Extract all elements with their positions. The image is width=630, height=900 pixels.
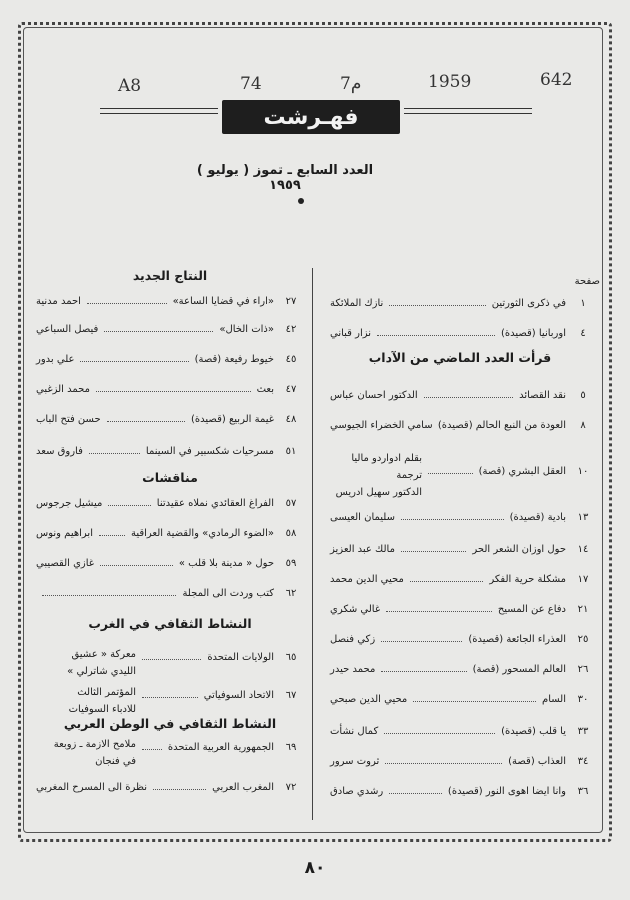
toc-entry — [36, 687, 300, 715]
entry-page: ٨ — [580, 420, 586, 431]
toc-entry — [36, 498, 300, 518]
entry-page: ٢١ — [577, 604, 589, 615]
entry-author: علي بدور — [36, 354, 75, 365]
entry-note-line: ترجمة — [396, 470, 422, 481]
entry-title: الفراغ العقائدي نملاه عقيدتنا — [156, 498, 274, 509]
toc-entry — [36, 588, 300, 608]
entry-title: العذراء الجائعة (قصيدة) — [468, 634, 566, 645]
entry-title: نقد القصائد — [519, 390, 566, 401]
toc-entry — [330, 726, 592, 746]
entry-note-line: المؤتمر الثالث — [77, 687, 136, 698]
entry-page: ٢٧ — [285, 296, 297, 307]
entry-title: مشكلة حرية الفكر — [489, 574, 566, 585]
entry-page: ٣٠ — [577, 694, 589, 705]
toc-entry — [330, 664, 592, 684]
toc-entry — [36, 414, 300, 434]
entry-title: غيمة الربيع (قصيدة) — [191, 414, 274, 425]
dotted-leader — [99, 535, 125, 536]
entry-title: كتب وردت الى المجلة — [182, 588, 274, 599]
entry-author: ابراهيم ونوس — [36, 528, 93, 539]
entry-page: ٥٨ — [285, 528, 297, 539]
entry-page: ٦٢ — [285, 588, 297, 599]
handwritten-mark-d: 1959 — [428, 72, 472, 92]
entry-note-line: في فنجان — [95, 756, 136, 767]
entry-author: فاروق سعد — [36, 446, 83, 457]
entry-author: ثروت سرور — [330, 756, 380, 767]
section-heading: النشاط الثقافي في الغرب — [88, 616, 252, 631]
section-heading: النشاط الثقافي في الوطن العربي — [63, 716, 277, 731]
entry-note-line: الدكتور سهيل ادريس — [335, 487, 422, 498]
toc-entry — [330, 756, 592, 776]
toc-entry — [36, 384, 300, 404]
entry-page: ٣٤ — [577, 756, 589, 767]
entry-note-line: معركة « عشيق — [71, 649, 136, 660]
entry-title: العودة من النبع الحالم (قصيدة) — [437, 420, 566, 431]
toc-entry — [330, 694, 592, 714]
entry-title: «الضوء الرمادي» والقضية العراقية — [130, 528, 274, 539]
toc-entry — [330, 604, 592, 624]
entry-title: اوربانيا (قصيدة) — [500, 328, 566, 339]
entry-author: زكي فنصل — [330, 634, 376, 645]
entry-page: ١٧ — [577, 574, 589, 585]
page-number: ٨٠ — [304, 858, 326, 878]
entry-author: ميشيل جرجوس — [36, 498, 103, 509]
toc-entry — [330, 298, 592, 318]
toc-entry — [36, 296, 300, 316]
entry-title: وانا ايضا اهوى النور (قصيدة) — [447, 786, 566, 797]
column-divider — [312, 268, 313, 820]
entry-page: ٥٧ — [285, 498, 297, 509]
entry-author: نظرة الى المسرح المغربي — [36, 782, 148, 793]
entry-page: ١٤ — [577, 544, 589, 555]
entry-page: ١٠ — [577, 466, 589, 477]
toc-entry — [330, 786, 592, 806]
entry-author: حسن فتح الباب — [36, 414, 101, 425]
dotted-leader — [107, 421, 185, 422]
dotted-leader — [142, 749, 162, 750]
toc-entry — [330, 544, 592, 564]
entry-page: ٣٦ — [577, 786, 589, 797]
dotted-leader — [104, 331, 213, 332]
dotted-leader — [80, 361, 188, 362]
entry-title: دفاع عن المسيح — [497, 604, 566, 615]
page-column-label: صفحة — [574, 276, 600, 287]
toc-entry — [36, 782, 300, 802]
dotted-leader — [384, 733, 495, 734]
toc-entry — [330, 420, 592, 440]
entry-author: كمال نشأت — [330, 726, 379, 737]
entry-author: محيي الدين محمد — [330, 574, 404, 585]
dotted-leader — [401, 551, 466, 552]
entry-title: حول اوزان الشعر الحر — [472, 544, 566, 555]
entry-page: ١ — [580, 298, 586, 309]
entry-note — [36, 684, 136, 718]
entry-title: المغرب العربي — [212, 782, 274, 793]
toc-entry — [330, 328, 592, 348]
entry-page: ٧٢ — [285, 782, 297, 793]
entry-note — [36, 646, 136, 680]
dotted-leader — [89, 453, 140, 454]
entry-author: نازك الملائكة — [330, 298, 384, 309]
dotted-leader — [385, 763, 502, 764]
handwritten-mark-b: 74 — [240, 74, 262, 94]
entry-title: يا قلب (قصيدة) — [501, 726, 566, 737]
entry-author: محيي الدين صبحي — [330, 694, 408, 705]
dotted-leader — [386, 611, 492, 612]
entry-author: سامي الخضراء الجيوسي — [330, 420, 433, 431]
entry-title: العقل البشري (قصة) — [478, 466, 566, 477]
entry-page: ٦٩ — [285, 742, 297, 753]
entry-author: سليمان العيسى — [330, 512, 395, 523]
entry-note-line: ملامح الازمة ـ زوبعة — [53, 739, 136, 750]
toc-entry — [330, 574, 592, 594]
dotted-leader — [381, 641, 462, 642]
entry-title: بعث — [256, 384, 274, 395]
entry-page: ٥٩ — [285, 558, 297, 569]
toc-entry — [36, 528, 300, 548]
entry-note-line: الليدي شاترلي » — [67, 666, 136, 677]
toc-entry — [330, 634, 592, 654]
dotted-leader — [389, 793, 442, 794]
entry-title: بادية (قصيدة) — [509, 512, 566, 523]
entry-title: الاتحاد السوفياتي — [203, 690, 274, 701]
handwritten-mark-e: 642 — [540, 70, 573, 90]
page-title: فهـرشت — [222, 100, 400, 134]
section-heading: مناقشات — [142, 470, 198, 485]
entry-page: ٥١ — [285, 446, 297, 457]
entry-page: ٤٧ — [285, 384, 297, 395]
entry-page: ٤٥ — [285, 354, 297, 365]
entry-page: ٤٨ — [285, 414, 297, 425]
entry-note-line: بقلم ادواردو ماليا — [351, 453, 422, 464]
entry-page: ١٣ — [577, 512, 589, 523]
section-heading: النتاج الجديد — [132, 268, 208, 283]
dotted-leader — [424, 397, 513, 398]
toc-entry — [36, 649, 300, 677]
toc-entry — [36, 558, 300, 578]
entry-author: مالك عبد العزيز — [330, 544, 395, 555]
toc-entry — [36, 354, 300, 374]
entry-author: رشدي صادق — [330, 786, 384, 797]
entry-author: غالي شكري — [330, 604, 381, 615]
entry-author: نزار قباني — [330, 328, 372, 339]
dotted-leader — [410, 581, 484, 582]
entry-author: احمد مدنية — [36, 296, 81, 307]
title-rule-right-2 — [404, 113, 532, 114]
entry-note-line: للادباء السوفيات — [68, 704, 136, 715]
toc-entry — [36, 324, 300, 344]
toc-entry — [36, 446, 300, 466]
dotted-leader — [42, 595, 176, 596]
entry-author: محمد الزغبي — [36, 384, 90, 395]
dotted-leader — [153, 789, 206, 790]
entry-note — [330, 450, 422, 501]
entry-page: ٥ — [580, 390, 586, 401]
entry-author: غازي القصيبي — [36, 558, 95, 569]
dotted-leader — [428, 473, 473, 474]
title-rule-left-2 — [100, 113, 218, 114]
entry-title: مسرحيات شكسبير في السينما — [145, 446, 274, 457]
entry-title: «ذات الخال» — [219, 324, 274, 335]
ornament-dot — [298, 198, 304, 204]
entry-note — [36, 736, 136, 770]
dotted-leader — [401, 519, 504, 520]
handwritten-mark-c: 7م — [340, 74, 362, 94]
entry-page: ٤٢ — [285, 324, 297, 335]
entry-author: الدكتور احسان عباس — [330, 390, 418, 401]
title-rule-right-1 — [404, 108, 532, 109]
section-heading-last-issue: قرأت العدد الماضي من الآداب — [368, 350, 552, 365]
dotted-leader — [142, 659, 201, 660]
issue-line: العدد السابع ـ تموز ( يوليو ) ١٩٥٩ — [196, 163, 374, 193]
entry-title: الولايات المتحدة — [207, 652, 274, 663]
title-rule-left-1 — [100, 108, 218, 109]
entry-page: ٢٦ — [577, 664, 589, 675]
entry-title: حول « مدينة بلا قلب » — [178, 558, 274, 569]
entry-page: ٦٧ — [285, 690, 297, 701]
dotted-leader — [389, 305, 485, 306]
dotted-leader — [87, 303, 167, 304]
entry-title: في ذكرى الثورتين — [491, 298, 566, 309]
entry-page: ٦٥ — [285, 652, 297, 663]
entry-title: «اراء في قضايا الساعة» — [172, 296, 274, 307]
entry-title: العالم المسحور (قصة) — [472, 664, 566, 675]
dotted-leader — [381, 671, 466, 672]
entry-title: السام — [542, 694, 566, 705]
dotted-leader — [377, 335, 495, 336]
toc-entry — [330, 453, 592, 498]
entry-title: العذاب (قصة) — [508, 756, 566, 767]
toc-entry — [330, 390, 592, 410]
handwritten-mark-a: A8 — [118, 76, 142, 96]
dotted-leader — [108, 505, 150, 506]
dotted-leader — [142, 697, 198, 698]
entry-title: الجمهورية العربية المتحدة — [167, 742, 274, 753]
dotted-leader — [96, 391, 251, 392]
entry-page: ٣٣ — [577, 726, 589, 737]
entry-author: فيصل السباعي — [36, 324, 99, 335]
toc-entry — [36, 739, 300, 767]
dotted-leader — [100, 565, 173, 566]
toc-entry — [330, 512, 592, 532]
entry-page: ٤ — [580, 328, 586, 339]
entry-author: محمد حيدر — [330, 664, 376, 675]
entry-title: خيوط رفيعة (قصة) — [194, 354, 274, 365]
entry-page: ٢٥ — [577, 634, 589, 645]
dotted-leader — [413, 701, 536, 702]
